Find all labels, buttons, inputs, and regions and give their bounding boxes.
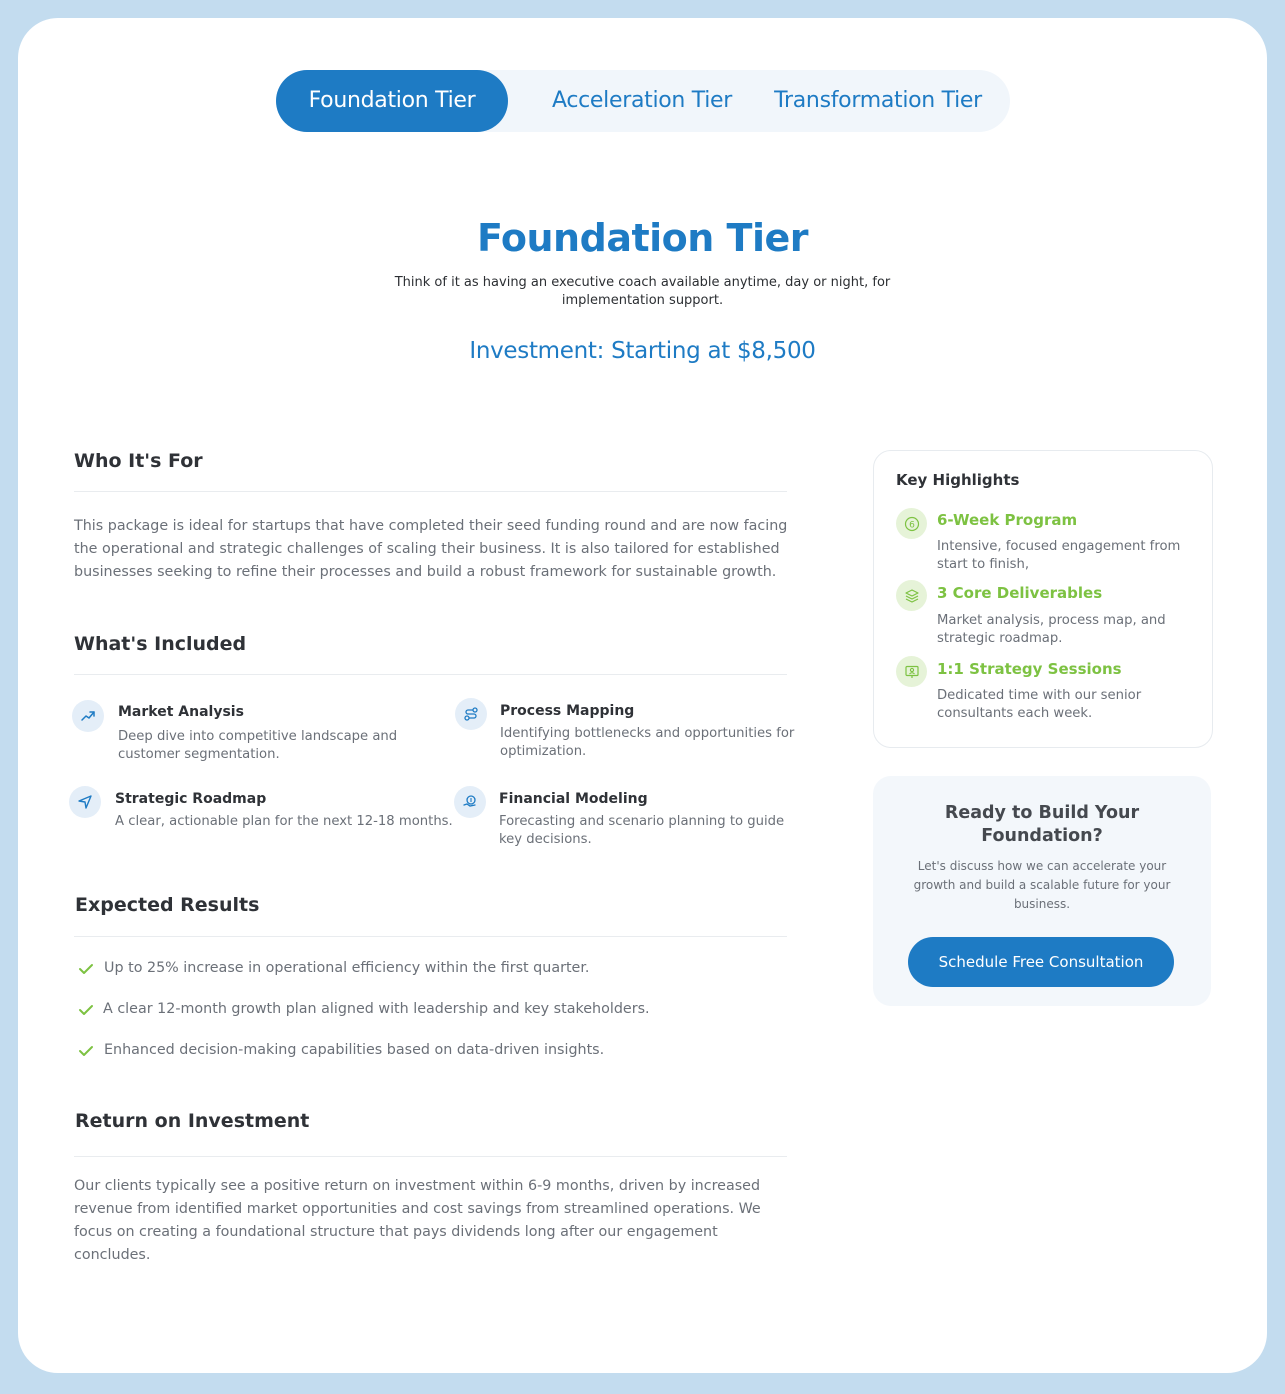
check-icon [78, 1002, 94, 1018]
divider [74, 936, 787, 937]
key-highlights-card [873, 450, 1213, 748]
expected-results-heading: Expected Results [75, 894, 260, 916]
feature-title: Financial Modeling [499, 791, 648, 807]
tier-tabs [276, 70, 1010, 132]
who-its-for-text: This package is ideal for startups that have completed their seed funding round and are now facing the operational and strategic challenges of scaling their business. It is also tailored for established businesses seeking to refine their processes and build a robust framework for sustainable growth. [74, 518, 788, 580]
who-its-for-heading: Who It's For [74, 450, 203, 472]
trending-up-icon [72, 700, 104, 732]
cta-title: Ready to Build Your Foundation? [944, 803, 1140, 846]
highlight-description: Intensive, focused engagement from start to finish, [937, 539, 1181, 572]
layers-icon [896, 580, 927, 611]
page-subtitle: Think of it as having an executive coach available anytime, day or night, for implementation support. [394, 275, 891, 308]
result-item: Enhanced decision-making capabilities based on data-driven insights. [104, 1042, 605, 1058]
highlight-title: 1:1 Strategy Sessions [937, 660, 1122, 678]
key-highlights-title: Key Highlights [896, 471, 1020, 489]
page-frame [18, 18, 1267, 1373]
result-item: Up to 25% increase in operational efficiency within the first quarter. [104, 960, 590, 976]
result-item: A clear 12-month growth plan aligned with leadership and key stakeholders. [103, 1001, 650, 1017]
highlight-title: 3 Core Deliverables [937, 584, 1103, 602]
feature-description: A clear, actionable plan for the next 12-18 months. [115, 814, 453, 829]
cta-text: Let's discuss how we can accelerate your growth and build a scalable future for your business. [913, 859, 1171, 911]
presentation-icon [896, 656, 927, 687]
number-six-icon [896, 508, 927, 539]
divider [74, 1156, 787, 1157]
divider [74, 491, 787, 492]
feature-title: Process Mapping [500, 703, 635, 719]
whats-included-heading: What's Included [74, 633, 247, 655]
highlight-description: Market analysis, process map, and strategic roadmap. [937, 613, 1166, 646]
roi-text: Our clients typically see a positive return on investment within 6-9 months, driven by increased revenue from identified market opportunities and cost savings from streamlined operations. We focus on creating a foundational structure that pays dividends long after our engagement concludes. [74, 1178, 761, 1263]
check-icon [78, 1043, 94, 1059]
investment-price: Investment: Starting at $8,500 [469, 338, 816, 364]
svg-text:6: 6 [908, 520, 915, 530]
schedule-consultation-button[interactable]: Schedule Free Consultation [908, 937, 1174, 987]
feature-description: Deep dive into competitive landscape and customer segmentation. [118, 729, 398, 762]
feature-description: Identifying bottlenecks and opportunities for optimization. [500, 726, 795, 759]
page-title: Foundation Tier [476, 216, 808, 260]
highlight-description: Dedicated time with our senior consultants each week. [937, 688, 1142, 721]
check-icon [78, 961, 94, 977]
consultation-cta-card [873, 776, 1211, 1006]
feature-title: Strategic Roadmap [115, 791, 267, 807]
navigation-icon [69, 786, 101, 818]
highlight-title: 6-Week Program [937, 511, 1078, 529]
feature-description: Forecasting and scenario planning to guide key decisions. [499, 814, 785, 847]
roi-heading: Return on Investment [75, 1110, 310, 1132]
coins-icon [454, 786, 486, 818]
tab-transformation-tier[interactable]: Transformation Tier [774, 88, 982, 113]
divider [74, 674, 787, 675]
feature-title: Market Analysis [118, 704, 244, 720]
tab-foundation-tier[interactable]: Foundation Tier [276, 70, 508, 132]
tab-acceleration-tier[interactable]: Acceleration Tier [551, 88, 733, 113]
route-icon [455, 698, 487, 730]
